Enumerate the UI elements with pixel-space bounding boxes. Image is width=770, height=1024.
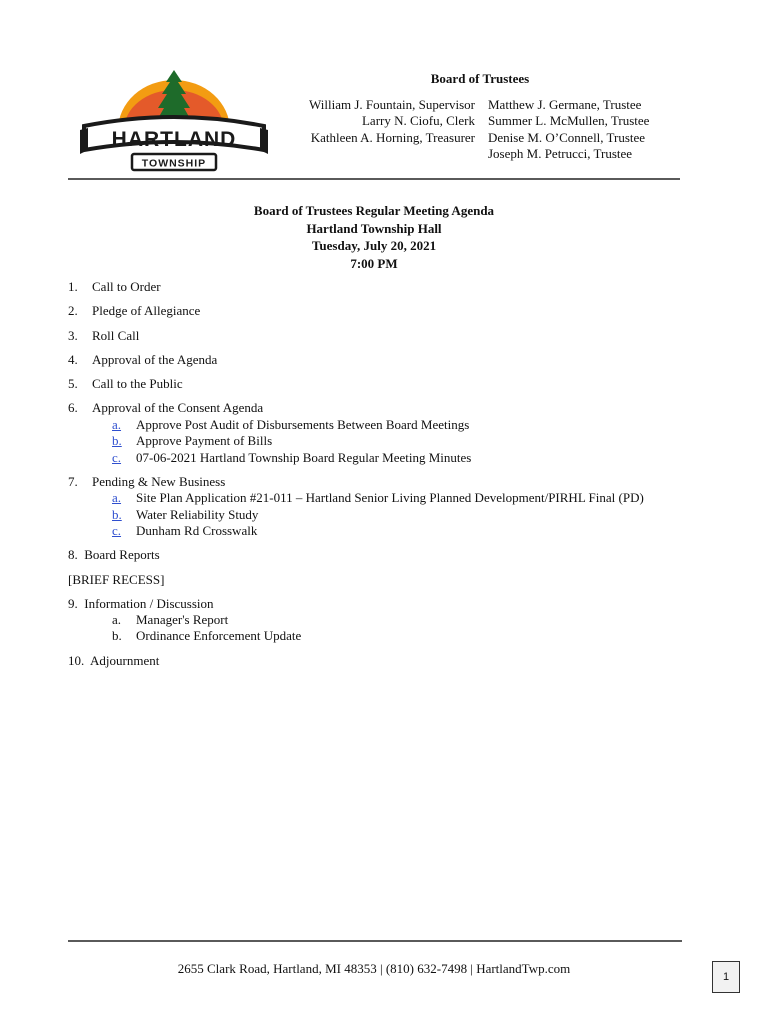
agenda-item-pending-new-business (68, 474, 225, 490)
footer-phone: (810) 632-7498 (385, 961, 468, 976)
agenda-item-text: Call to the Public (92, 376, 183, 391)
subitem-link[interactable]: c. (112, 523, 122, 538)
subitem-text: Approve Post Audit of Disbursements Between Board Meetings (136, 417, 470, 432)
consent-subitem-minutes (112, 450, 471, 466)
trustee-name: Denise M. O’Connell, Trustee (488, 129, 646, 145)
agenda-item-text: Roll Call (92, 328, 140, 343)
subitem-link[interactable]: c. (112, 450, 122, 465)
business-subitem-water-study (112, 507, 258, 523)
business-subitem-crosswalk (112, 523, 257, 539)
meeting-date: Tuesday, July 20, 2021 (311, 238, 437, 253)
discussion-subitem-ordinance (112, 628, 301, 644)
board-title: Board of Trustees (430, 71, 530, 86)
footer-divider (68, 940, 682, 942)
agenda-item-number: 2. (68, 303, 78, 318)
agenda-item-number: 1. (68, 279, 78, 294)
agenda-item-information-discussion: 9. Information / Discussion (68, 596, 214, 611)
agenda-item-text: Call to Order (92, 279, 161, 294)
subitem-letter: b. (112, 628, 122, 643)
subitem-link[interactable]: b. (112, 433, 122, 448)
logo-brand-text: HARTLAND (111, 128, 237, 151)
footer-contact (68, 961, 680, 977)
meeting-location: Hartland Township Hall (306, 220, 442, 236)
officers-list (255, 97, 475, 146)
subitem-link[interactable]: a. (112, 490, 122, 505)
agenda-brief-recess: [BRIEF RECESS] (68, 572, 165, 587)
agenda-item-roll-call (68, 328, 139, 344)
footer-address: 2655 Clark Road, Hartland, MI 48353 (177, 961, 377, 976)
header-divider (68, 178, 680, 180)
agenda-item-call-to-order (68, 279, 161, 295)
subitem-link[interactable]: a. (112, 417, 122, 432)
footer-separator: | (470, 961, 473, 976)
agenda-item-number: 4. (68, 352, 78, 367)
hartland-township-logo (78, 68, 270, 176)
agenda-item-number: 3. (68, 328, 78, 343)
trustee-name: Summer L. McMullen, Trustee (488, 113, 650, 129)
agenda-item-number: 6. (68, 400, 78, 415)
agenda-item-number: 7. (68, 474, 78, 489)
meeting-time: 7:00 PM (350, 255, 398, 271)
agenda-item-approval-agenda (68, 352, 217, 368)
agenda-item-pledge (68, 303, 200, 319)
subitem-text: Site Plan Application #21-011 – Hartland Senior Living Planned Development/PIRHL Final (PD) (136, 490, 644, 505)
subitem-text: Ordinance Enforcement Update (136, 628, 302, 643)
subitem-text: 07-06-2021 Hartland Township Board Regular Meeting Minutes (136, 450, 472, 465)
subitem-text: Dunham Rd Crosswalk (136, 523, 258, 538)
business-subitem-site-plan (112, 490, 644, 506)
trustees-list (488, 97, 708, 162)
agenda-item-number: 5. (68, 376, 78, 391)
logo-graphic (78, 68, 270, 176)
discussion-subitem-manager-report (112, 612, 228, 628)
officer-clerk: Larry N. Ciofu, Clerk (361, 113, 475, 129)
officer-supervisor: William J. Fountain, Supervisor (309, 97, 475, 112)
agenda-item-board-reports: 8. Board Reports (68, 547, 160, 562)
subitem-link[interactable]: b. (112, 507, 122, 522)
consent-subitem-post-audit (112, 417, 469, 433)
consent-subitem-bills (112, 433, 272, 449)
meeting-info (68, 202, 680, 272)
subitem-text: Manager's Report (136, 612, 229, 627)
agenda-item-text: Approval of the Agenda (92, 352, 218, 367)
subitem-text: Approve Payment of Bills (136, 433, 273, 448)
trustee-name: Joseph M. Petrucci, Trustee (488, 145, 633, 161)
agenda-item-adjournment: 10. Adjournment (68, 653, 160, 668)
footer-website: HartlandTwp.com (476, 961, 571, 976)
meeting-title: Board of Trustees Regular Meeting Agenda (253, 203, 495, 218)
trustee-name: Matthew J. Germane, Trustee (488, 97, 642, 112)
officer-treasurer: Kathleen A. Horning, Treasurer (310, 129, 475, 145)
subitem-letter: a. (112, 612, 122, 627)
subitem-text: Water Reliability Study (136, 507, 259, 522)
agenda-item-text: Pending & New Business (92, 474, 226, 489)
agenda-item-text: Pledge of Allegiance (92, 303, 201, 318)
logo-sub-text: TOWNSHIP (141, 157, 207, 170)
agenda-item-text: Approval of the Consent Agenda (92, 400, 264, 415)
agenda-item-consent-agenda (68, 400, 263, 416)
footer-separator: | (379, 961, 383, 976)
page-number: 1 (712, 961, 740, 993)
agenda-item-call-to-public (68, 376, 183, 392)
